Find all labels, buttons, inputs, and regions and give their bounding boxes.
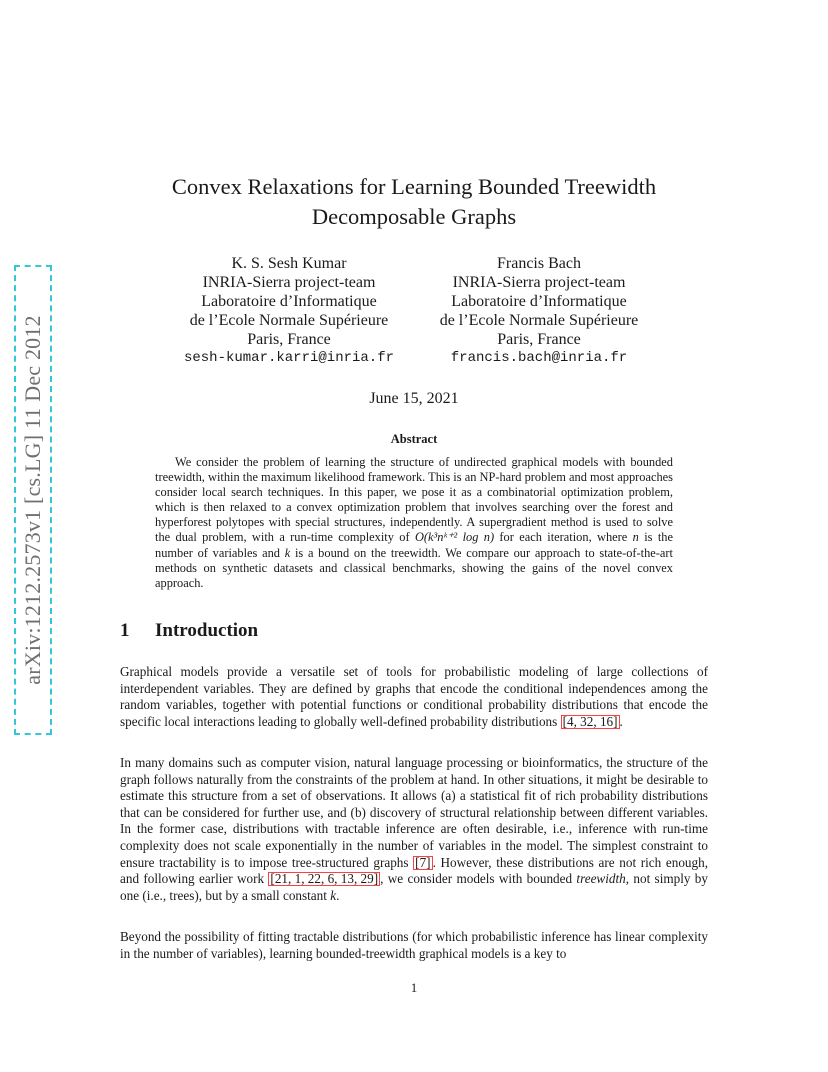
paragraph-text: . However, these distributions are not rich enough, and following earlier work	[120, 854, 709, 887]
intro-paragraph-3: Beyond the possibility of fitting tractable distributions (for which probabilistic inference has linear complexity in the number of variables), learning bounded-treewidth graphical models is a key to	[120, 929, 708, 961]
var-k: k	[284, 545, 291, 560]
intro-paragraph-1	[120, 664, 708, 730]
page-number: 1	[410, 980, 418, 995]
author-lab: Laboratoire d’Informatique	[451, 293, 627, 310]
section-number: 1	[120, 620, 130, 641]
author-team: INRIA-Sierra project-team	[452, 274, 626, 291]
author-school: de l’Ecole Normale Supérieure	[439, 312, 639, 329]
paper-date: June 15, 2021	[369, 390, 459, 407]
abstract-text: We consider the problem of learning the structure of undirected graphical models with bounded treewidth, within the maximum likelihood framework. This is an NP-hard problem and most approaches consider local search techniques. In this paper, we pose it as a combinatorial optimization problem, which is then relaxed to a convex optimization problem that involves searching over the forest and hyperforest polytopes with special structures, independently. A supergradient method is used to solve the dual problem, with a run-time complexity of	[155, 455, 673, 545]
var-k: k	[330, 887, 337, 903]
author-email[interactable]: sesh-kumar.karri@inria.fr	[183, 350, 395, 366]
paragraph-text: .	[619, 713, 623, 729]
italic-term: treewidth	[576, 871, 626, 887]
author-block-2	[428, 254, 650, 368]
abstract-body	[155, 455, 673, 591]
author-name: Francis Bach	[497, 255, 581, 272]
abstract-text: is the number of variables and	[155, 530, 673, 560]
var-n: n	[632, 530, 639, 545]
author-block-1	[180, 254, 398, 368]
citation-link[interactable]: [21, 1, 22, 6, 13, 29]	[270, 871, 379, 887]
paragraph-text: In many domains such as computer vision, natural language processing or bioinformatics, the structure of the graph follows naturally from the constraints of the problem at hand. In other situations, it might be desirable to estimate this structure from a set of observations. It allows (a) a statistical fit of rich probability distributions that can be considered for further use, and (b) discovery of structural relationship between different variables. In the former case, distributions with tractable inference are often desirable, i.e., inference with run-time complexity does not scale exponentially in the number of variables in the model. The simplest constraint to ensure tractability is to impose tree-structured graphs	[120, 755, 708, 870]
abstract-text: for each iteration, where	[494, 530, 633, 545]
author-email[interactable]: francis.bach@inria.fr	[450, 350, 628, 366]
arxiv-id: arXiv:1212.2573v1 [cs.LG] 11 Dec 2012	[20, 315, 45, 685]
title-line-1: Convex Relaxations for Learning Bounded Treewidth	[171, 174, 657, 199]
section-title: Introduction	[155, 620, 259, 641]
abstract-heading: Abstract	[390, 432, 438, 446]
author-lab: Laboratoire d’Informatique	[201, 293, 377, 310]
abstract-text: is a bound on the treewidth. We compare our approach to state-of-the-art methods on synthetic datasets and classical benchmarks, showing the gains of the novel convex approach.	[155, 545, 673, 590]
citation-link[interactable]: [7]	[415, 854, 431, 870]
paragraph-text: , not simply by one (i.e., trees), but by a small constant	[120, 871, 708, 903]
paragraph-text: Graphical models provide a versatile set of tools for probabilistic modeling of large collections of interdependent variables. They are defined by graphs that encode the conditional independences among the random variables, together with potential functions or conditional probability distributions that encode the specific local interactions leading to globally well-defined probability distributions	[120, 664, 708, 729]
author-team: INRIA-Sierra project-team	[202, 274, 376, 291]
section-heading	[120, 620, 258, 642]
paragraph-text: .	[336, 887, 340, 903]
author-city: Paris, France	[497, 331, 581, 348]
citation-link[interactable]: [4, 32, 16]	[562, 713, 618, 729]
author-school: de l’Ecole Normale Supérieure	[189, 312, 389, 329]
author-city: Paris, France	[247, 331, 331, 348]
arxiv-stamp	[14, 265, 52, 735]
intro-paragraph-2	[120, 755, 708, 904]
title-line-2: Decomposable Graphs	[311, 204, 517, 229]
author-name: K. S. Sesh Kumar	[231, 255, 347, 272]
paragraph-text: , we consider models with bounded	[380, 871, 577, 887]
complexity-formula: O(k³nᵏ⁺² log n)	[414, 530, 495, 545]
paper-title	[120, 172, 708, 232]
